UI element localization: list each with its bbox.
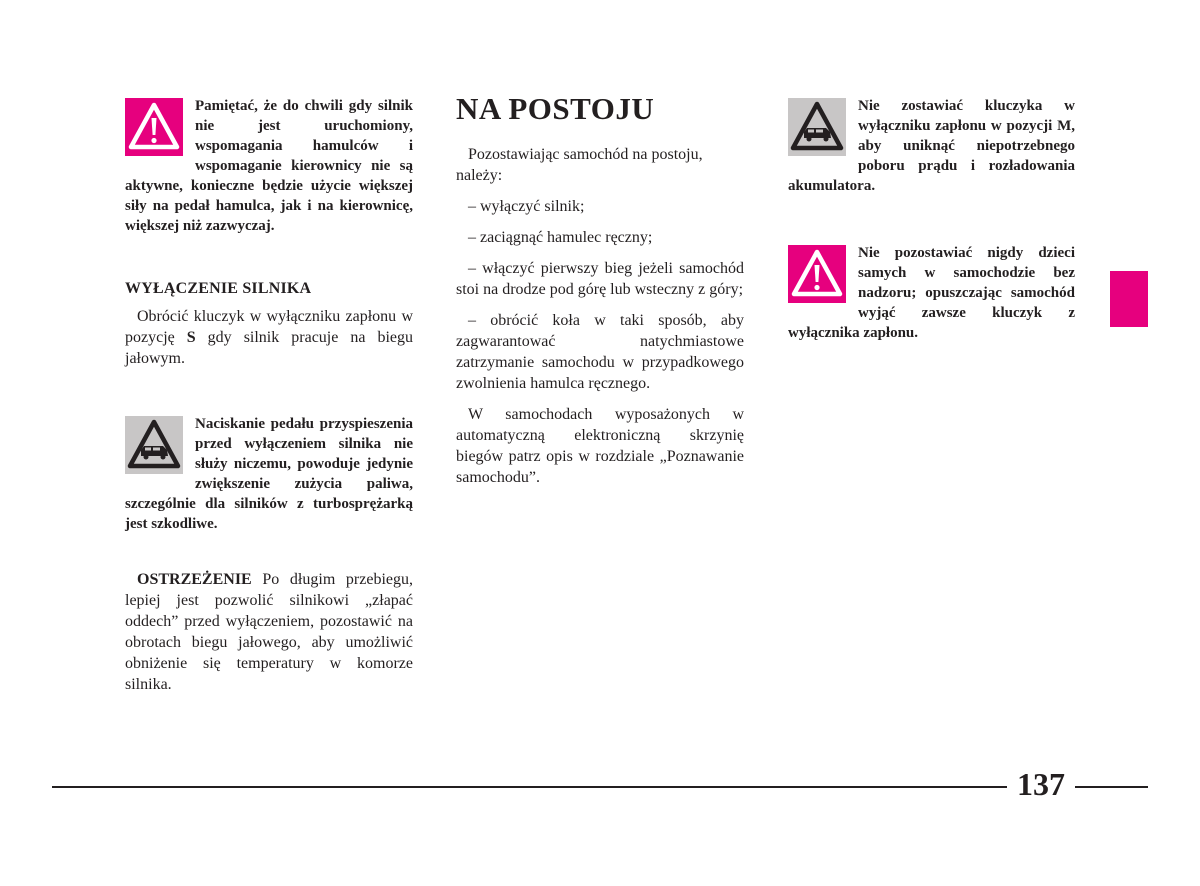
footer-rule-left: [52, 786, 1007, 788]
parking-intro: Pozostawiając samochód na postoju, należy:: [456, 146, 703, 184]
warning-triangle-icon: [788, 245, 846, 303]
warning-children-text: Nie pozostawiać nigdy dzieci samych w samochodzie bez nadzoru; opuszczając samochód wyjąć zawsze kluczyk z wyłącznika zapłonu.: [788, 245, 1075, 341]
engine-off-text-before: Obrócić kluczyk w wyłączniku zapłonu w pozycję: [125, 308, 413, 346]
key-position-label: S: [186, 329, 196, 346]
parking-step-2: – zaciągnąć hamulec ręczny;: [468, 229, 653, 246]
engine-off-text: [125, 306, 413, 369]
warning-hydraulic-assist-text: Pamiętać, że do chwili gdy silnik nie jest uruchomiony, wspomagania hamulców i wspomaganie kierownicy nie są aktywne, konieczne będzie użycie większej siły na pedał hamulca, jak i na kierownicę, większej niż zazwyczaj.: [125, 98, 413, 234]
warning-accelerator: [125, 414, 413, 554]
warning-children: [788, 243, 1075, 343]
caution-paragraph: [125, 569, 413, 695]
car-warning-icon: [788, 98, 846, 156]
parking-title: NA POSTOJU: [456, 91, 655, 126]
warning-key-ignition-text: Nie zostawiać kluczyka w wyłączniku zapłonu w pozycji M, aby uniknąć niepotrzebnego poboru prądu i rozładowania akumulatora.: [788, 98, 1075, 194]
page-number: 137: [1017, 766, 1065, 802]
left-column: [125, 96, 413, 695]
engine-off-text-after: gdy silnik pracuje na biegu jałowym.: [125, 329, 413, 367]
parking-step-1: – wyłączyć silnik;: [468, 198, 585, 215]
parking-step-3: – włączyć pierwszy bieg jeżeli samochód stoi na drodze pod górę lub wsteczny z góry;: [456, 260, 744, 298]
chapter-tab-marker: [1110, 271, 1148, 327]
warning-triangle-icon: [125, 98, 183, 156]
parking-step-4: – obrócić koła w taki sposób, aby zagwarantować natychmiastowe zatrzymanie samochodu w przypadkowego zwolnienia hamulca ręcznego.: [456, 312, 744, 392]
warning-key-ignition: [788, 96, 1075, 196]
caution-label: OSTRZEŻENIE: [137, 571, 252, 588]
footer-rule-right: [1075, 786, 1148, 788]
caution-text: Po długim przebiegu, lepiej jest pozwolić silnikowi „złapać oddech” przed wyłączeniem, pozostawić na obrotach biegu jałowego, aby umożliwić obniżenie się temperatury w komorze silnika.: [125, 571, 413, 693]
middle-column: [456, 90, 744, 488]
parking-automatic-note: W samochodach wyposażonych w automatyczną elektroniczną skrzynię biegów patrz opis w rozdziale „Poznawanie samochodu”.: [456, 406, 744, 486]
car-warning-icon: [125, 416, 183, 474]
engine-off-heading: WYŁĄCZENIE SILNIKA: [125, 280, 312, 297]
right-column: [788, 96, 1075, 343]
warning-hydraulic-assist: [125, 96, 413, 240]
warning-accelerator-text: Naciskanie pedału przyspieszenia przed wyłączeniem silnika nie służy niczemu, powoduje jedynie zwiększenie zużycia paliwa, szczególnie dla silników z turbosprężarką jest szkodliwe.: [125, 416, 413, 532]
